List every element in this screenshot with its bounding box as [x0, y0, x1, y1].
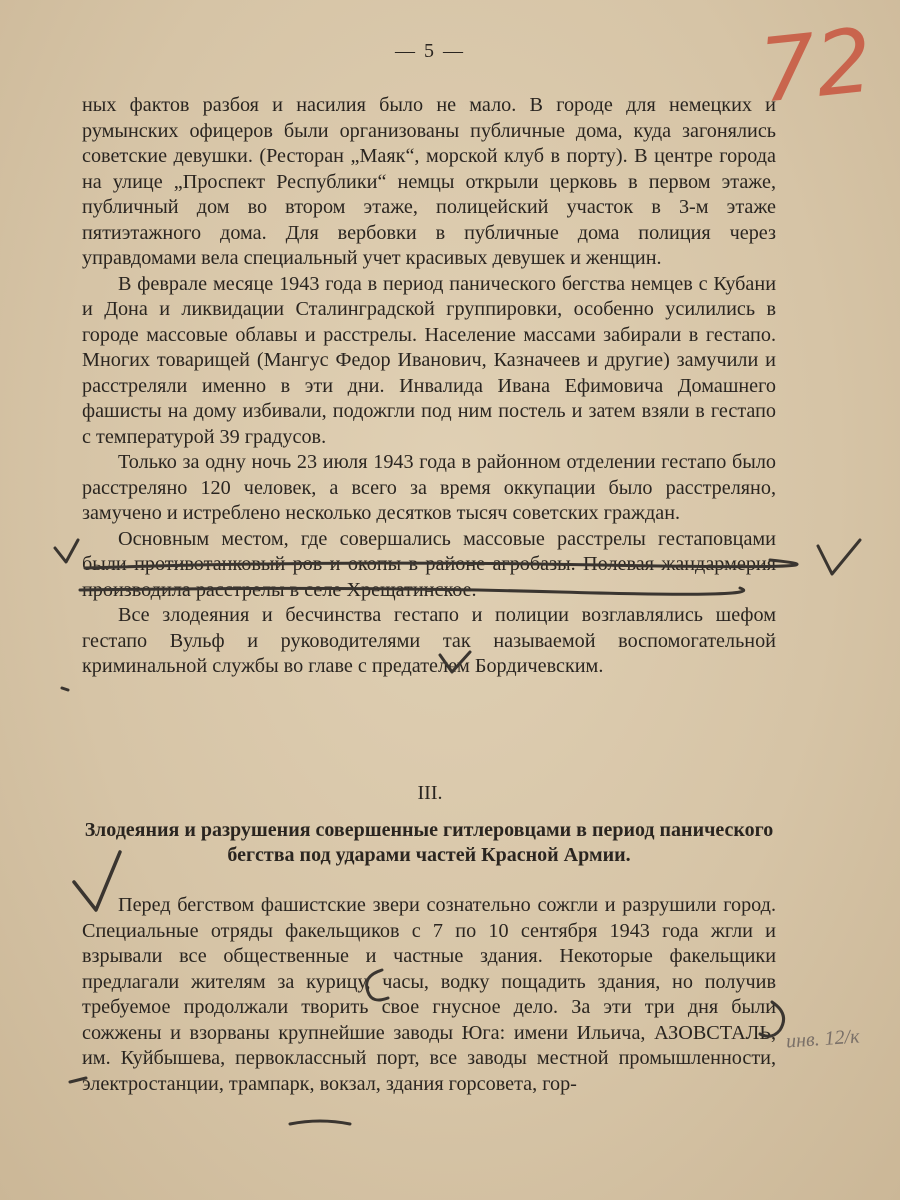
paragraph: Основным местом, где совершались массовые расстрелы гестаповцами были противотанковый ров и окопы в районе агробазы. Полевая жандармерия производила расстрелы в селе Хрещатинское. [82, 527, 776, 601]
margin-annotation: инв. 12/к [785, 1025, 861, 1053]
paragraph: ных фактов разбоя и насилия было не мало. В городе для немецких и румынских офицеров были организованы публичные дома, куда загонялись советские девушки. (Ресторан „Маяк“, морской клуб в порту). В центре города на улице „Проспект Республики“ немцы открыли церковь в первом этаже, публичный дом во втором этаже, полицейский участок в 3-м этаже пятиэтажного дома. Для вербовки в публичные дома полиция через управдомами вела специальный учет красивых девушек и женщин. [82, 94, 776, 269]
body-text-bottom [82, 893, 776, 1097]
archive-folio-number: 72 [754, 8, 878, 123]
checkmark-left-icon [55, 540, 78, 562]
checkmark-right-icon [818, 540, 860, 574]
underline-mark [290, 1121, 350, 1124]
bullet-dot-icon [62, 688, 68, 690]
paragraph: Только за одну ночь 23 июля 1943 года в районном отделении гестапо было расстреляно 120 человек, а всего за время оккупации было расстреляно, замучено и истреблено несколько десятков тысяч советских граждан. [82, 451, 776, 524]
section-heading: Злодеяния и разрушения совершенные гитлеровцами в период панического бегства под ударами частей Красной Армии. [84, 819, 774, 866]
body-text-top [82, 93, 776, 680]
paragraph: В феврале месяце 1943 года в период панического бегства немцев с Кубани и Дона и ликвидации Сталинградской группировки, особенно усилились в городе массовые облавы и расстрелы. Население массами забирали в гестапо. Многих товарищей (Мангус Федор Иванович, Казначеев и другие) замучили и расстреляли именно в эти дни. Инвалида Ивана Ефимовича Домашнего фашисты на дому избивали, подожгли под ним постель и затем взяли в гестапо с температурой 39 градусов. [82, 272, 776, 448]
page-number: — 5 — [395, 40, 465, 62]
section-numeral: III. [417, 782, 443, 804]
paragraph: Все злодеяния и бесчинства гестапо и полиции возглавлялись шефом гестапо Вульф и руководителями так называемой воспомогательной криминальной службы во главе с предателем Бордичевским. [82, 604, 776, 677]
paragraph: Перед бегством фашистские звери сознательно сожгли и разрушили город. Специальные отряды факельщиков с 7 по 10 сентября 1943 года жгли и взрывали все общественные и частные здания. Некоторые факельщики предлагали жителям за курицу, часы, водку пощадить здания, но получив требуемое продолжали творить свое гнусное дело. За эти три дня были сожжены и взорваны крупнейшие заводы Юга: имени Ильича, АЗОВСТАЛЬ, им. Куйбышева, первоклассный порт, все заводы местной промышленности, электростанции, трампарк, вокзал, здания горсовета, гор- [82, 894, 776, 1095]
